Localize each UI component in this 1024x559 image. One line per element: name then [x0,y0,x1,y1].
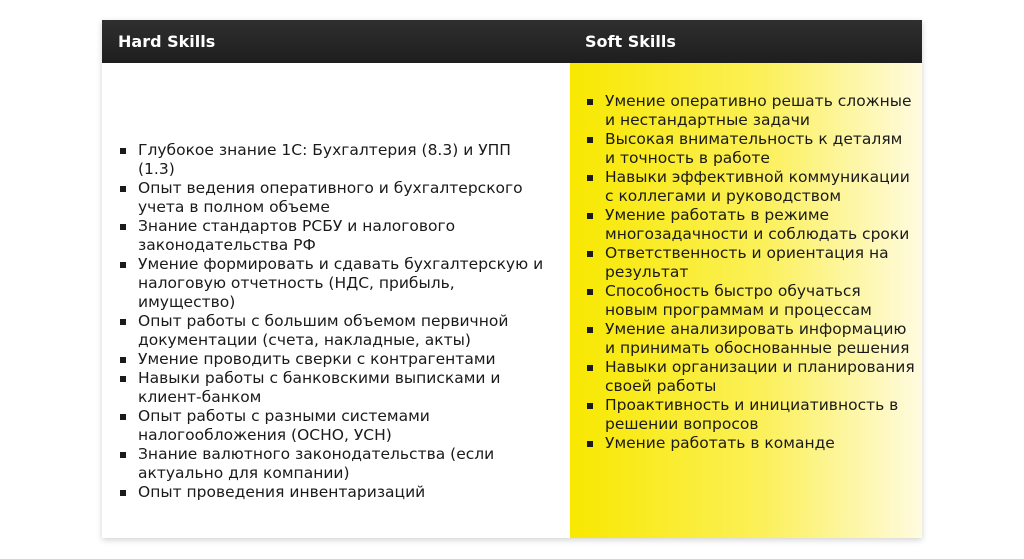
hard-skill-text: Знание валютного законодательства (если актуально для компании) [138,445,495,482]
bullet-icon [587,99,593,105]
bullet-icon [120,357,126,363]
header-soft-skills: Soft Skills [585,32,676,51]
soft-skill-text: Проактивность и инициативность в решении вопросов [605,396,899,433]
header-hard-skills: Hard Skills [118,32,216,51]
list-item [605,206,915,244]
bullet-icon [120,452,126,458]
list-item [138,255,548,312]
hard-skill-text: Опыт проведения инвентаризаций [138,483,426,501]
hard-skill-text: Опыт ведения оперативного и бухгалтерского учета в полном объеме [138,179,523,216]
list-item [138,179,548,217]
bullet-icon [587,327,593,333]
hard-skill-text: Умение проводить сверки с контрагентами [138,350,496,368]
soft-skill-text: Умение анализировать информацию и принимать обоснованные решения [605,320,910,357]
bullet-icon [120,319,126,325]
bullet-icon [120,414,126,420]
bullet-icon [120,224,126,230]
bullet-icon [587,441,593,447]
hard-skill-text: Умение формировать и сдавать бухгалтерскую и налоговую отчетность (НДС, прибыль, имущество) [138,255,544,311]
table-header [102,20,922,63]
bullet-icon [120,490,126,496]
list-item [138,141,548,179]
hard-skill-text: Опыт работы с большим объемом первичной документации (счета, накладные, акты) [138,312,509,349]
list-item [138,483,548,502]
bullet-icon [587,403,593,409]
bullet-icon [587,213,593,219]
bullet-icon [587,251,593,257]
soft-skill-text: Навыки организации и планирования своей работы [605,358,915,395]
list-item [138,350,548,369]
bullet-icon [587,365,593,371]
bullet-icon [587,137,593,143]
soft-skill-text: Навыки эффективной коммуникации с коллегами и руководством [605,168,910,205]
list-item [138,407,548,445]
bullet-icon [120,186,126,192]
list-item [605,168,915,206]
hard-skills-list [138,141,548,502]
bullet-icon [587,175,593,181]
soft-skills-column [570,63,922,538]
list-item [138,445,548,483]
list-item [605,320,915,358]
bullet-icon [587,289,593,295]
list-item [138,217,548,255]
list-item [605,434,915,453]
list-item [138,312,548,350]
list-item [605,358,915,396]
list-item [605,396,915,434]
soft-skills-list [605,92,915,453]
hard-skill-text: Знание стандартов РСБУ и налогового законодательства РФ [138,217,456,254]
hard-skill-text: Глубокое знание 1С: Бухгалтерия (8.3) и УПП (1.3) [138,141,511,178]
soft-skill-text: Ответственность и ориентация на результат [605,244,889,281]
soft-skill-text: Умение работать в команде [605,434,835,452]
list-item [605,92,915,130]
list-item [605,130,915,168]
hard-skill-text: Навыки работы с банковскими выписками и клиент-банком [138,369,501,406]
hard-skills-column [102,63,570,538]
soft-skill-text: Умение оперативно решать сложные и нестандартные задачи [605,92,912,129]
hard-skill-text: Опыт работы с разными системами налогообложения (ОСНО, УСН) [138,407,430,444]
list-item [605,282,915,320]
skills-table [102,20,922,538]
bullet-icon [120,262,126,268]
bullet-icon [120,376,126,382]
soft-skill-text: Способность быстро обучаться новым программам и процессам [605,282,872,319]
bullet-icon [120,148,126,154]
soft-skill-text: Умение работать в режиме многозадачности и соблюдать сроки [605,206,910,243]
soft-skill-text: Высокая внимательность к деталям и точность в работе [605,130,903,167]
list-item [605,244,915,282]
list-item [138,369,548,407]
